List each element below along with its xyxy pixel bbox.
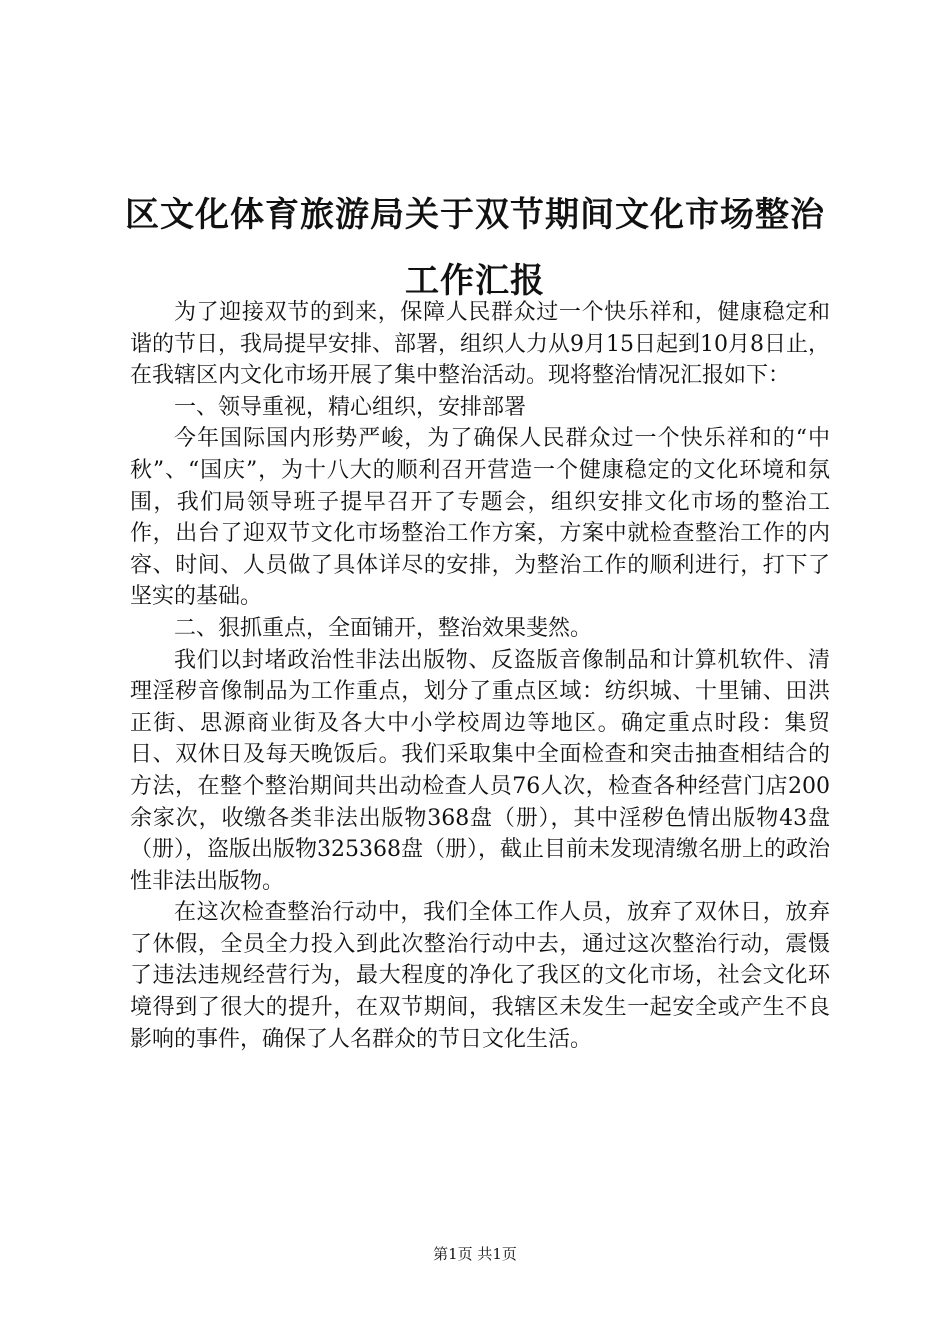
paragraph-section-2: 我们以封堵政治性非法出版物、反盗版音像制品和计算机软件、清理淫秽音像制品为工作重点，划分了重点区域：纺织城、十里铺、田洪正街、思源商业街及各大中小学校周边等地区。确定重点时段：集贸日、双休日及每天晚饭后。我们采取集中全面检查和突击抽查相结合的方法，在整个整治期间共出动检查人员76人次，检查各种经营门店200余家次，收缴各类非法出版物368盘（册），其中淫秽色情出版物43盘（册），盗版出版物325368盘（册），截止目前未发现清缴名册上的政治性非法出版物。 [130, 647, 830, 894]
document-body [130, 297, 830, 1055]
document-title: 区文化体育旅游局关于双节期间文化市场整治工作汇报 [125, 195, 825, 301]
section-heading-1: 一、领导重视，精心组织，安排部署 [174, 394, 527, 420]
section-heading-2: 二、狠抓重点，全面铺开，整治效果斐然。 [174, 615, 593, 641]
paragraph-conclusion: 在这次检查整治行动中，我们全体工作人员，放弃了双休日，放弃了休假，全员全力投入到此次整治行动中去，通过这次整治行动，震慑了违法违规经营行为，最大程度的净化了我区的文化市场，社会文化环境得到了很大的提升，在双节期间，我辖区未发生一起安全或产生不良影响的事件，确保了人名群众的节日文化生活。 [130, 900, 830, 1052]
paragraph-section-1: 今年国际国内形势严峻，为了确保人民群众过一个快乐祥和的“中秋”、“国庆”，为十八大的顺利召开营造一个健康稳定的文化环境和氛围，我们局领导班子提早召开了专题会，组织安排文化市场的整治工作，出台了迎双节文化市场整治工作方案，方案中就检查整治工作的内容、时间、人员做了具体详尽的安排，为整治工作的顺利进行，打下了坚实的基础。 [130, 426, 830, 610]
page-number-footer: 第1页 共1页 [433, 1245, 517, 1263]
paragraph-intro: 为了迎接双节的到来，保障人民群众过一个快乐祥和，健康稳定和谐的节日，我局提早安排、部署，组织人力从9月15日起到10月8日止，在我辖区内文化市场开展了集中整治活动。现将整治情况汇报如下： [130, 300, 830, 389]
